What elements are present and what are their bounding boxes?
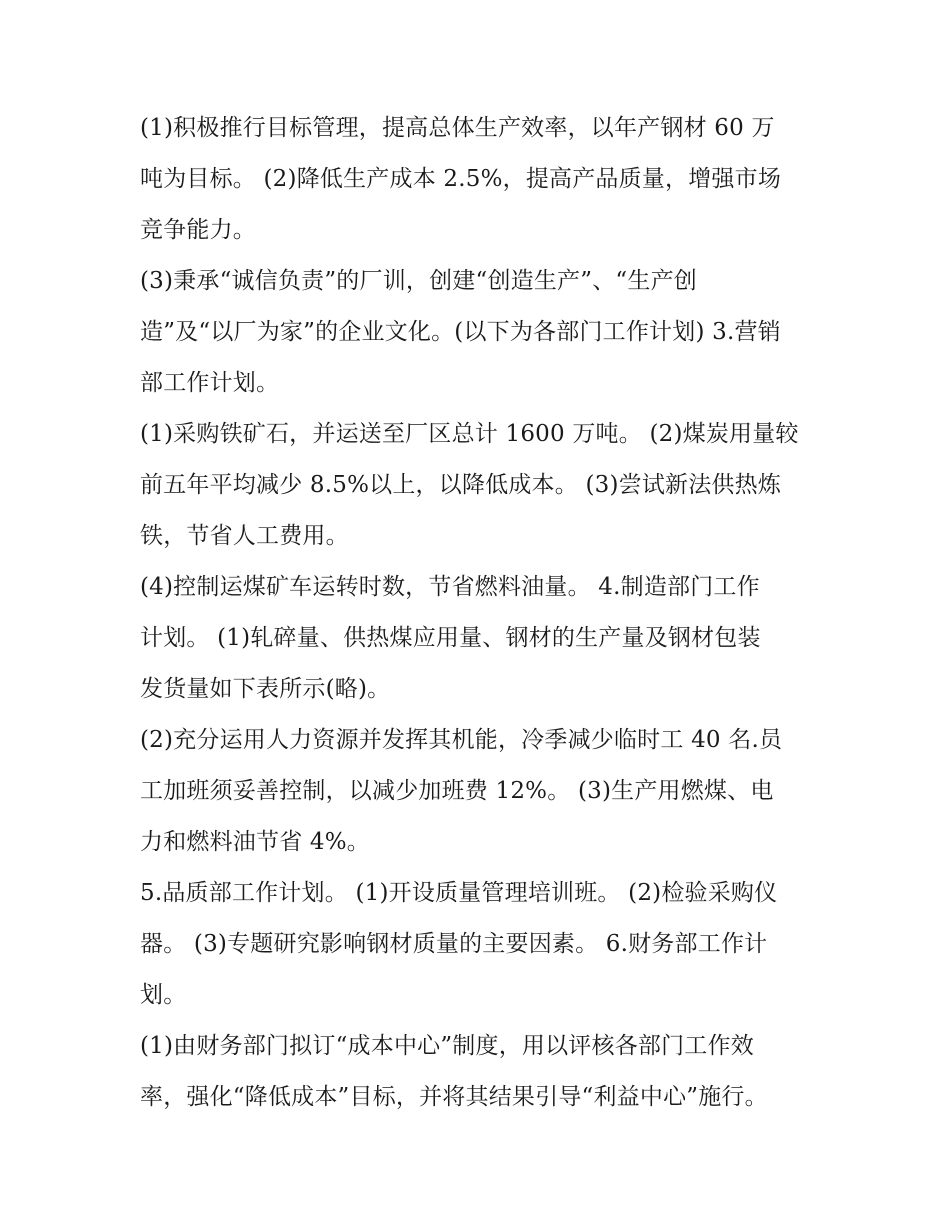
text-line: 竞争能力。 <box>140 217 256 243</box>
text-line: (4)控制运煤矿车运转时数，节省燃料油量。 4.制造部门工作 <box>140 574 760 600</box>
text-line: 力和燃料油节省 4%。 <box>140 829 370 855</box>
text-line: 前五年平均减少 8.5%以上，以降低成本。 (3)尝试新法供热炼 <box>140 472 782 498</box>
text-line: (1)积极推行目标管理，提高总体生产效率，以年产钢材 60 万 <box>140 115 775 141</box>
text-line: (2)充分运用人力资源并发挥其机能，冷季减少临时工 40 名.员 <box>140 727 783 753</box>
text-line: 划。 <box>140 982 187 1008</box>
text-line: 计划。 (1)轧碎量、供热煤应用量、钢材的生产量及钢材包装 <box>140 625 761 651</box>
text-line: (3)秉承“诚信负责”的厂训，创建“创造生产”、“生产创 <box>140 268 697 294</box>
text-line: 发货量如下表所示(略)。 <box>140 676 391 702</box>
text-line: (1)采购铁矿石，并运送至厂区总计 1600 万吨。 (2)煤炭用量较 <box>140 421 799 447</box>
text-line: 吨为目标。 (2)降低生产成本 2.5%，提高产品质量，增强市场 <box>140 166 782 192</box>
text-line: 铁，节省人工费用。 <box>140 523 349 549</box>
text-line: 部工作计划。 <box>140 370 280 396</box>
text-line: 5.品质部工作计划。 (1)开设质量管理培训班。 (2)检验采购仪 <box>140 880 778 906</box>
text-line: (1)由财务部门拟订“成本中心”制度，用以评核各部门工作效 <box>140 1033 754 1059</box>
text-line: 造”及“以厂为家”的企业文化。(以下为各部门工作计划) 3.营销 <box>140 319 781 345</box>
document-body <box>140 103 830 1123</box>
text-line: 工加班须妥善控制，以减少加班费 12%。 (3)生产用燃煤、电 <box>140 778 774 804</box>
text-line: 率，强化“降低成本”目标，并将其结果引导“利益中心”施行。 <box>140 1084 768 1110</box>
text-line: 器。 (3)专题研究影响钢材质量的主要因素。 6.财务部工作计 <box>140 931 768 957</box>
